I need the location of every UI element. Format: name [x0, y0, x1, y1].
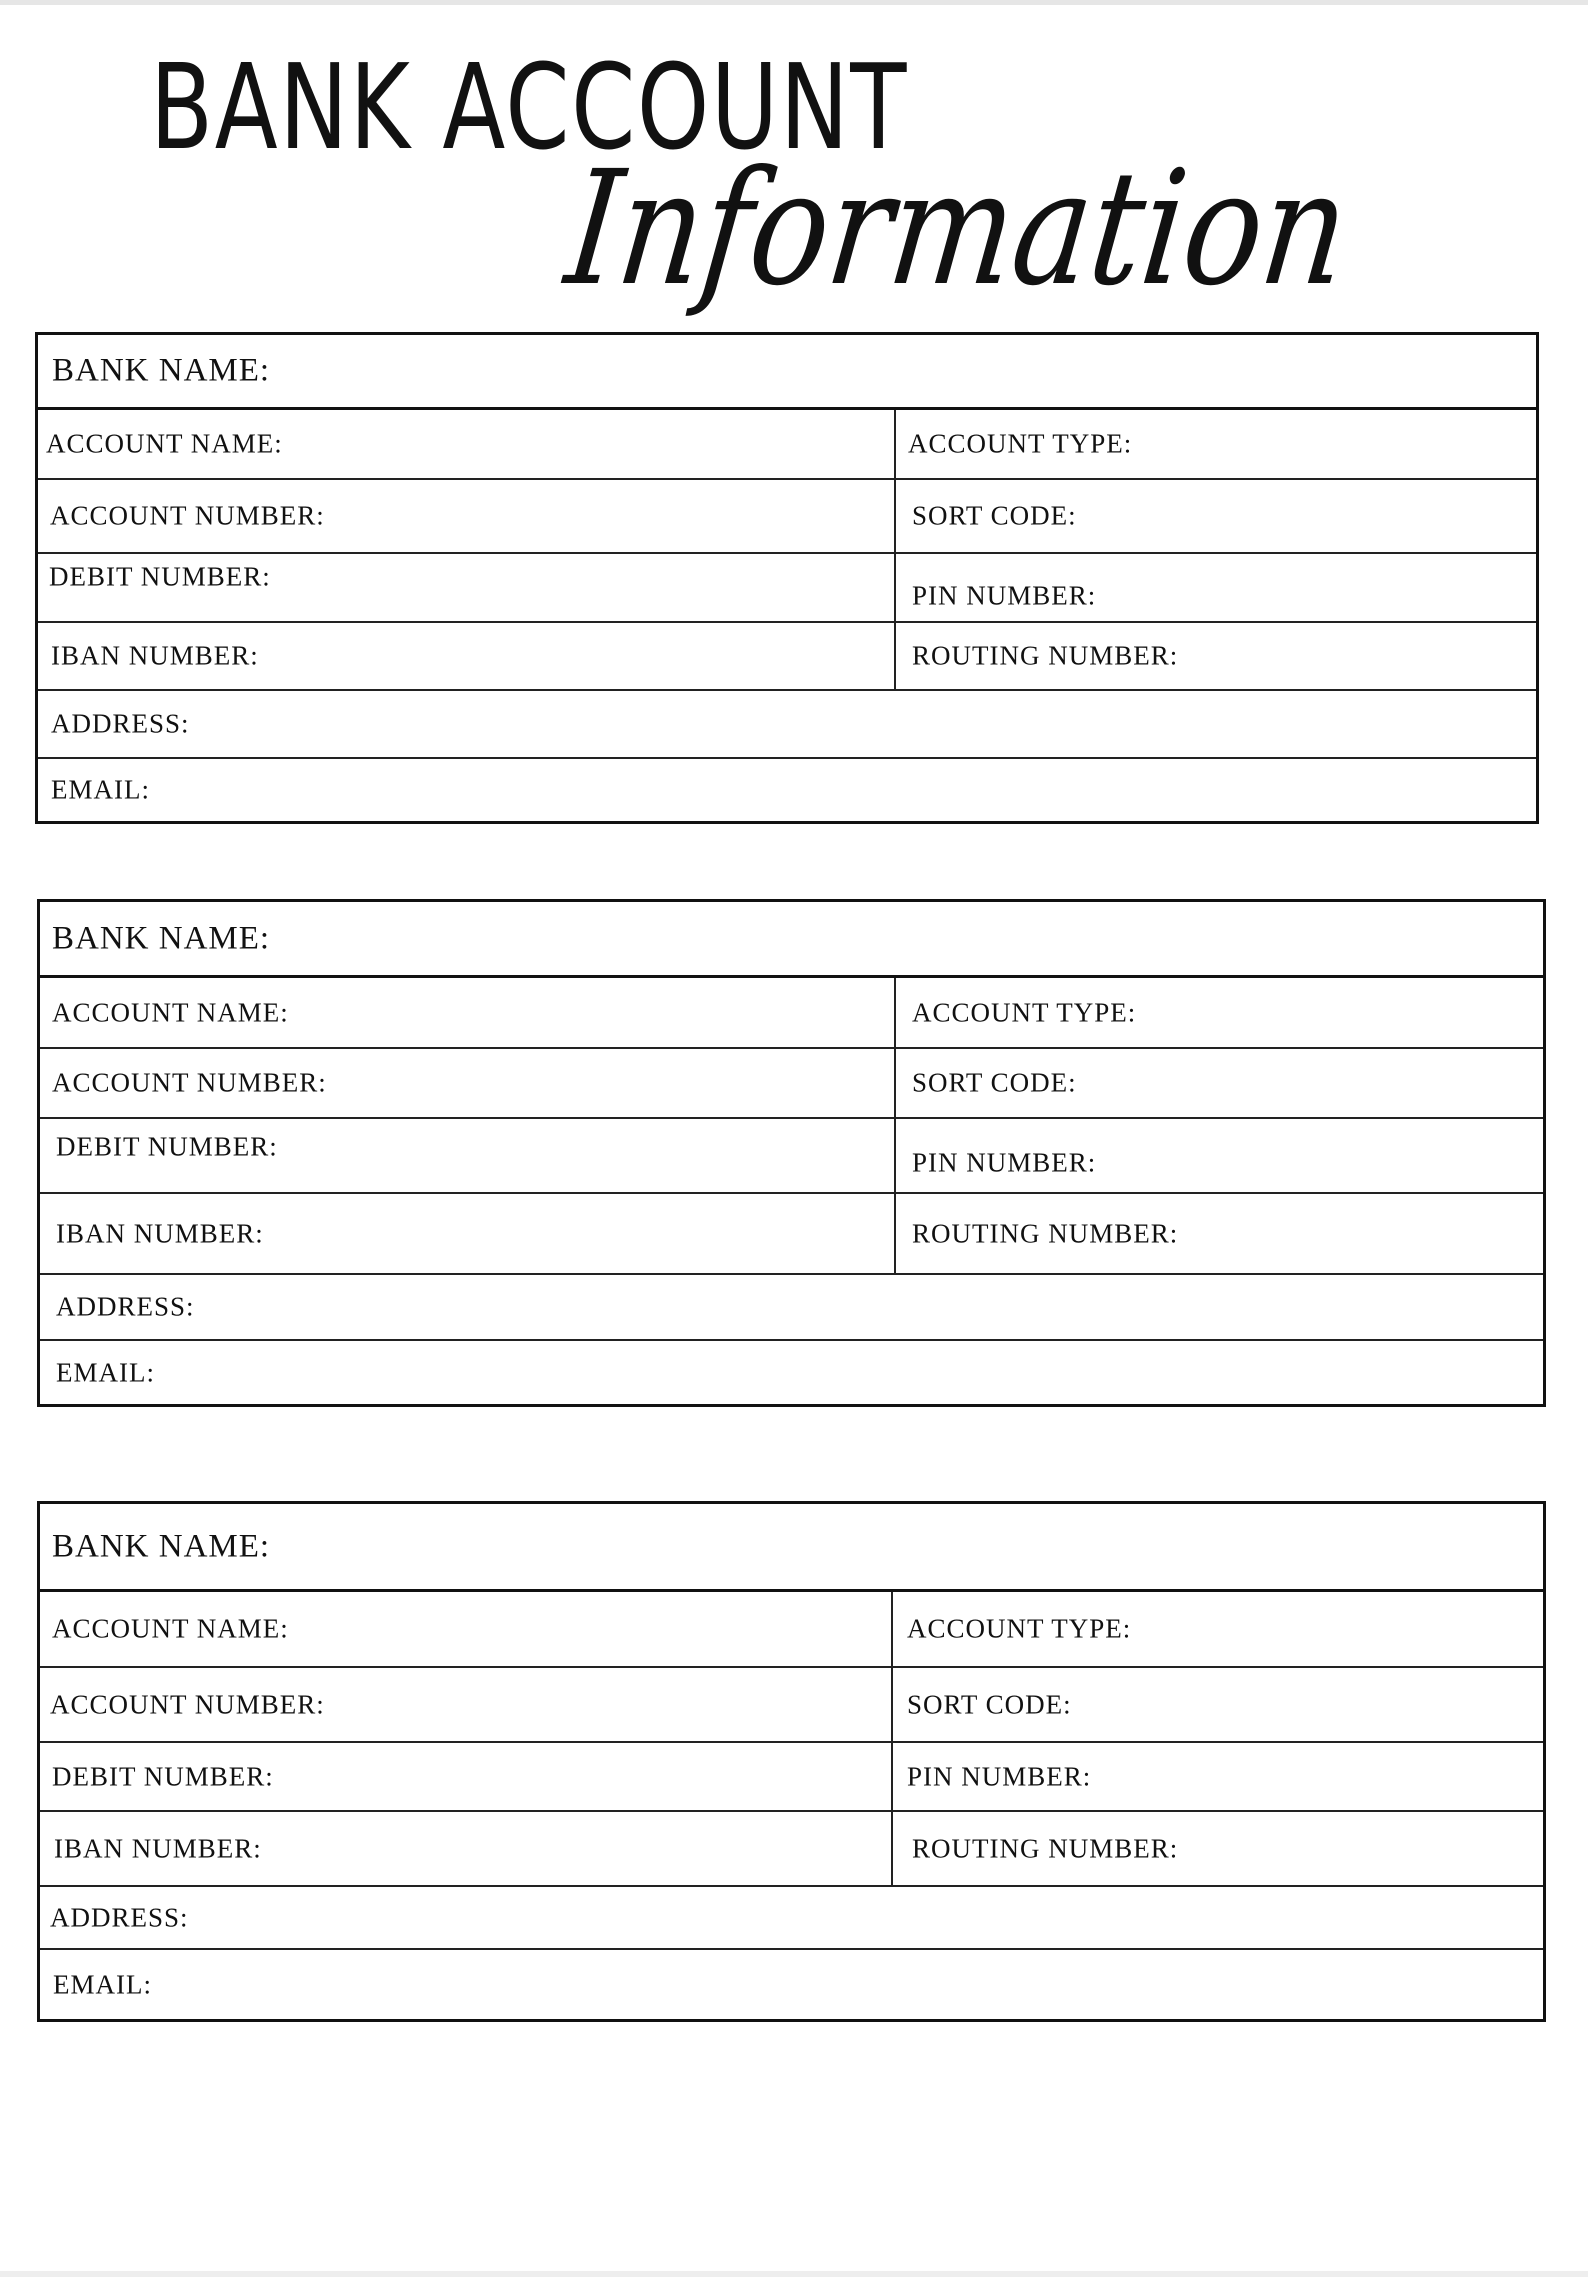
- iban-number-field[interactable]: [40, 1812, 893, 1885]
- account-type-label: ACCOUNT TYPE:: [912, 997, 1137, 1027]
- debit-number-label: DEBIT NUMBER:: [52, 1761, 274, 1791]
- bank-name-label: BANK NAME:: [52, 920, 271, 956]
- account-number-sort-row: [38, 480, 1536, 554]
- debit-number-field[interactable]: [40, 1119, 896, 1192]
- account-number-label: ACCOUNT NUMBER:: [50, 500, 325, 531]
- account-number-field[interactable]: [40, 1668, 893, 1741]
- account-type-field[interactable]: [893, 1592, 1543, 1666]
- account-type-label: ACCOUNT TYPE:: [907, 1613, 1132, 1644]
- account-name-label: ACCOUNT NAME:: [52, 997, 289, 1027]
- bank-form-1: [35, 332, 1539, 824]
- address-label: ADDRESS:: [56, 1291, 195, 1322]
- sort-code-field[interactable]: [896, 1049, 1543, 1117]
- bank-name-label: BANK NAME:: [52, 1528, 271, 1564]
- account-type-field[interactable]: [896, 410, 1536, 478]
- account-type-label: ACCOUNT TYPE:: [908, 428, 1133, 459]
- bottom-edge: [0, 2271, 1588, 2277]
- routing-number-field[interactable]: [893, 1812, 1543, 1885]
- iban-number-label: IBAN NUMBER:: [56, 1218, 264, 1248]
- email-row[interactable]: [40, 1950, 1543, 2019]
- bank-form-2: [37, 899, 1546, 1407]
- sort-code-label: SORT CODE:: [912, 1067, 1077, 1098]
- account-number-label: ACCOUNT NUMBER:: [50, 1689, 325, 1719]
- iban-number-label: IBAN NUMBER:: [51, 640, 259, 671]
- pin-number-field[interactable]: [896, 554, 1536, 621]
- debit-number-label: DEBIT NUMBER:: [49, 561, 271, 592]
- email-row[interactable]: [38, 759, 1536, 821]
- bank-name-row[interactable]: [38, 335, 1536, 410]
- iban-routing-row: [40, 1812, 1543, 1887]
- account-name-field[interactable]: [40, 978, 896, 1047]
- email-label: EMAIL:: [53, 1969, 152, 1999]
- sort-code-field[interactable]: [896, 480, 1536, 552]
- address-row[interactable]: [38, 691, 1536, 759]
- title-information: Information: [558, 137, 1358, 321]
- debit-pin-row: [40, 1119, 1543, 1194]
- top-edge: [0, 0, 1588, 5]
- pin-number-label: PIN NUMBER:: [912, 580, 1097, 611]
- account-name-field[interactable]: [40, 1592, 893, 1666]
- address-row[interactable]: [40, 1275, 1543, 1341]
- bank-form-3: [37, 1501, 1546, 2022]
- pin-number-field[interactable]: [896, 1119, 1543, 1192]
- pin-number-field[interactable]: [893, 1743, 1543, 1810]
- account-name-type-row: [40, 978, 1543, 1049]
- email-label: EMAIL:: [56, 1357, 155, 1387]
- email-row[interactable]: [40, 1341, 1543, 1404]
- debit-number-field[interactable]: [40, 1743, 893, 1810]
- email-label: EMAIL:: [51, 774, 150, 805]
- pin-number-label: PIN NUMBER:: [912, 1147, 1097, 1178]
- iban-routing-row: [38, 623, 1536, 691]
- bank-name-row[interactable]: [40, 902, 1543, 978]
- account-number-label: ACCOUNT NUMBER:: [52, 1067, 327, 1098]
- pin-number-label: PIN NUMBER:: [907, 1761, 1092, 1791]
- account-number-field[interactable]: [38, 480, 896, 552]
- account-number-sort-row: [40, 1049, 1543, 1119]
- routing-number-label: ROUTING NUMBER:: [912, 640, 1179, 671]
- debit-pin-row: [40, 1743, 1543, 1812]
- routing-number-field[interactable]: [896, 1194, 1543, 1273]
- account-type-field[interactable]: [896, 978, 1543, 1047]
- account-name-label: ACCOUNT NAME:: [52, 1613, 289, 1644]
- sort-code-label: SORT CODE:: [912, 500, 1077, 531]
- bank-name-row[interactable]: [40, 1504, 1543, 1592]
- account-name-type-row: [38, 410, 1536, 480]
- debit-number-label: DEBIT NUMBER:: [56, 1131, 278, 1162]
- account-number-field[interactable]: [40, 1049, 896, 1117]
- account-name-type-row: [40, 1592, 1543, 1668]
- debit-number-field[interactable]: [38, 554, 896, 621]
- debit-pin-row: [38, 554, 1536, 623]
- bank-name-label: BANK NAME:: [52, 352, 271, 389]
- routing-number-label: ROUTING NUMBER:: [912, 1218, 1179, 1248]
- iban-number-field[interactable]: [40, 1194, 896, 1273]
- iban-number-field[interactable]: [38, 623, 896, 689]
- title-bank-account: BANK ACCOUNT: [150, 38, 909, 176]
- address-label: ADDRESS:: [51, 708, 190, 739]
- sort-code-label: SORT CODE:: [907, 1689, 1072, 1719]
- address-label: ADDRESS:: [50, 1902, 189, 1932]
- account-number-sort-row: [40, 1668, 1543, 1743]
- account-name-label: ACCOUNT NAME:: [46, 428, 283, 459]
- iban-routing-row: [40, 1194, 1543, 1275]
- address-row[interactable]: [40, 1887, 1543, 1950]
- routing-number-field[interactable]: [896, 623, 1536, 689]
- iban-number-label: IBAN NUMBER:: [54, 1833, 262, 1863]
- routing-number-label: ROUTING NUMBER:: [912, 1833, 1179, 1863]
- account-name-field[interactable]: [38, 410, 896, 478]
- sort-code-field[interactable]: [893, 1668, 1543, 1741]
